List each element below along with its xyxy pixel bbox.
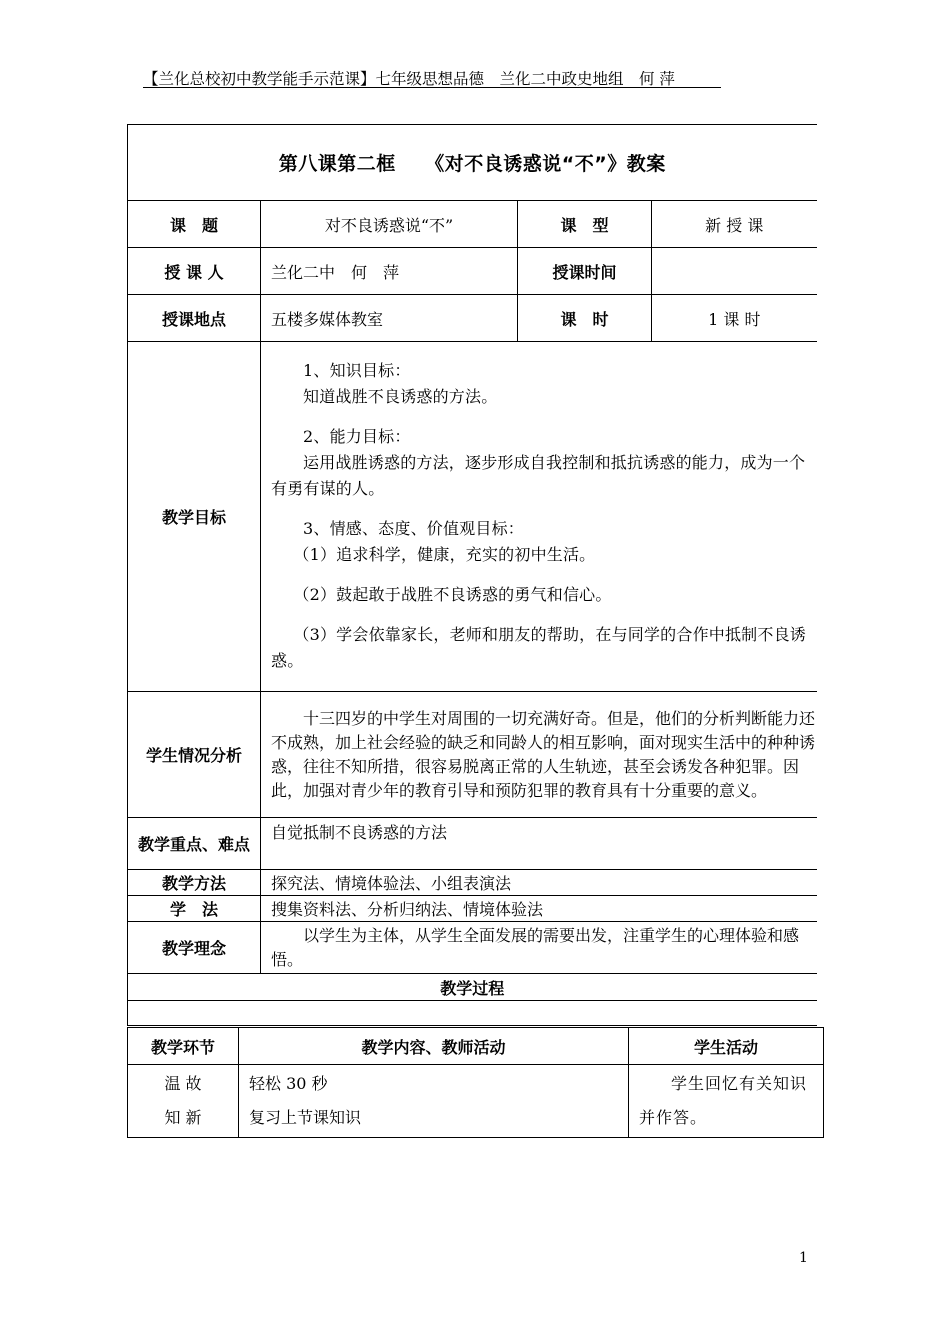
student-activity: 学生回忆有关知识并作答。	[639, 1074, 808, 1127]
page-header: 【兰化总校初中教学能手示范课】七年级思想品德 兰化二中政史地组 何 萍	[143, 70, 675, 88]
table-row	[128, 1065, 824, 1138]
content-line-2: 复习上节课知识	[249, 1108, 362, 1127]
philosophy-text: 以学生为主体，从学生全面发展的需要出发，注重学生的心理体验和感悟。	[271, 925, 800, 969]
stage-line-2: 知 新	[164, 1108, 202, 1127]
knowledge-goal-text: 知道战胜不良诱惑的方法。	[303, 387, 498, 406]
teaching-method-label: 教学方法	[128, 870, 261, 896]
type-label: 课 型	[518, 201, 652, 248]
hours-value: 1 课 时	[652, 295, 817, 342]
teaching-method-text: 探究法、情境体验法、小组表演法	[261, 870, 817, 896]
learning-method-text: 搜集资料法、分析归纳法、情境体验法	[261, 896, 817, 922]
topic-label: 课 题	[128, 201, 261, 248]
process-table	[127, 1027, 824, 1138]
time-value	[652, 248, 817, 295]
philosophy-label: 教学理念	[128, 922, 261, 974]
header-underline	[143, 87, 721, 88]
goals-label: 教学目标	[128, 342, 261, 692]
place-label: 授课地点	[128, 295, 261, 342]
goals-content	[261, 342, 817, 692]
knowledge-goal-title: 1、知识目标：	[303, 361, 411, 380]
ability-goal-text: 运用战胜诱惑的方法，逐步形成自我控制和抵抗诱惑的能力，成为一个有勇有谋的人。	[271, 453, 806, 498]
time-label: 授课时间	[518, 248, 652, 295]
page-number: 1	[799, 1250, 808, 1266]
teacher-label: 授 课 人	[128, 248, 261, 295]
process-title: 教学过程	[128, 974, 817, 1001]
emotion-goal-title: 3、情感、态度、价值观目标：	[303, 519, 524, 538]
hours-label: 课 时	[518, 295, 652, 342]
content-line-1: 轻松 30 秒	[249, 1074, 328, 1093]
lesson-plan-table	[127, 124, 817, 1026]
teacher-value: 兰化二中 何 萍	[261, 248, 518, 295]
ability-goal-title: 2、能力目标：	[303, 427, 411, 446]
analysis-text: 十三四岁的中学生对周围的一切充满好奇。但是，他们的分析判断能力还不成熟，加上社会经验的缺乏和同龄人的相互影响，面对现实生活中的种种诱惑，往往不知所措，很容易脱离正常的人生轨迹，甚至会诱发各种犯罪。因此，加强对青少年的教育引导和预防犯罪的教育具有十分重要的意义。	[271, 708, 816, 800]
emotion-goal-3: （3）学会依靠家长，老师和朋友的帮助，在与同学的合作中抵制不良诱惑。	[271, 625, 806, 670]
type-value: 新 授 课	[652, 201, 817, 248]
topic-value: 对不良诱惑说“不”	[261, 201, 518, 248]
process-header-stage: 教学环节	[128, 1028, 239, 1065]
key-points-label: 教学重点、难点	[128, 818, 261, 870]
process-header-content: 教学内容、教师活动	[239, 1028, 629, 1065]
place-value: 五楼多媒体教室	[261, 295, 518, 342]
analysis-label: 学生情况分析	[128, 692, 261, 818]
learning-method-label: 学 法	[128, 896, 261, 922]
emotion-goal-2: （2）鼓起敢于战胜不良诱惑的勇气和信心。	[293, 585, 612, 604]
key-points-text: 自觉抵制不良诱惑的方法	[261, 818, 817, 870]
stage-line-1: 温 故	[164, 1074, 202, 1093]
document-title: 第八课第二框 《对不良诱惑说“不”》教案	[128, 125, 817, 201]
emotion-goal-1: （1）追求科学，健康，充实的初中生活。	[293, 545, 596, 564]
process-header-student: 学生活动	[629, 1028, 824, 1065]
spacer-row	[128, 1001, 817, 1026]
